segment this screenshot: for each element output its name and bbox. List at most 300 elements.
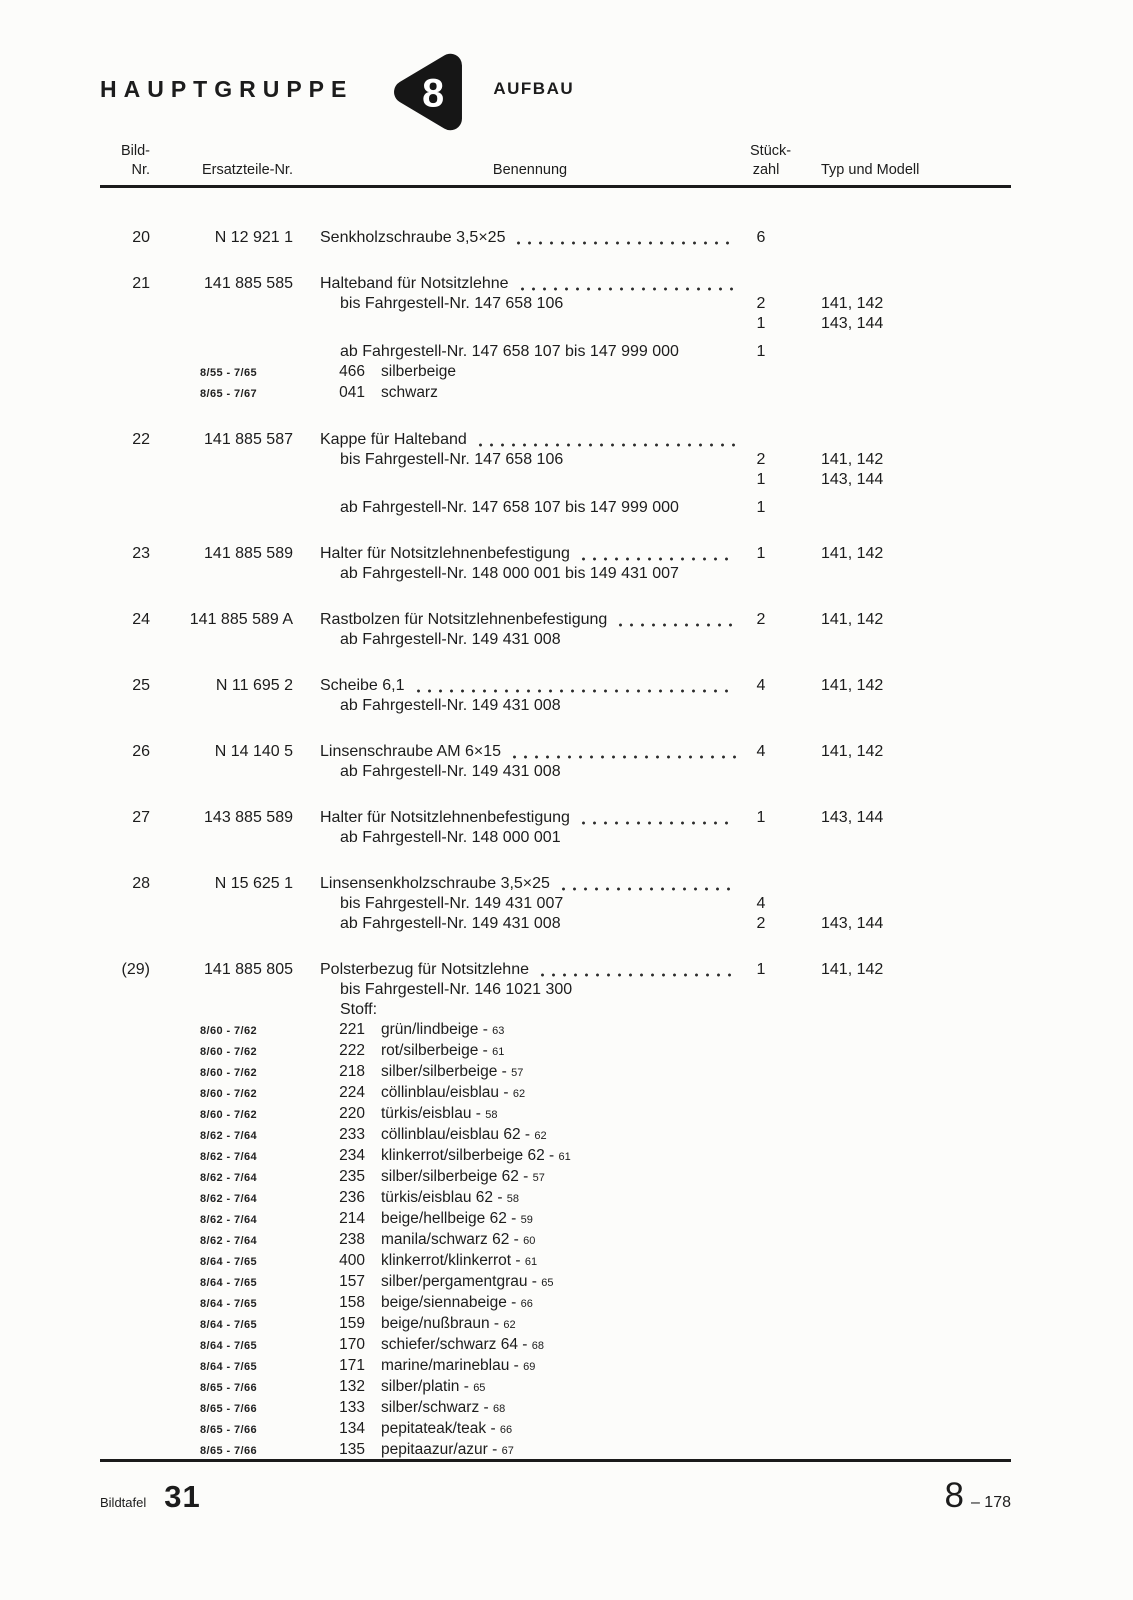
benennung-cell: ab Fahrgestell-Nr. 147 658 107 bis 147 999 000 bbox=[340, 342, 679, 360]
date-range: 8/64 - 7/65 bbox=[200, 1276, 257, 1289]
typ-modell-cell bbox=[816, 874, 1011, 894]
hauptgruppe-label: HAUPTGRUPPE bbox=[100, 75, 354, 102]
color-code: 218 bbox=[339, 1062, 365, 1080]
stueckzahl-cell bbox=[740, 1083, 782, 1104]
page-reference bbox=[944, 1476, 1011, 1516]
dotted-leader bbox=[517, 241, 736, 245]
stueckzahl-cell: 1 bbox=[756, 808, 766, 826]
color-suffix: 62 bbox=[534, 1129, 547, 1142]
color-dash: - bbox=[544, 1146, 559, 1164]
stueckzahl-cell bbox=[740, 1314, 782, 1335]
benennung-cell bbox=[320, 1083, 740, 1104]
spacer-cell bbox=[782, 1041, 816, 1062]
color-code: 159 bbox=[339, 1314, 365, 1332]
typ-modell-cell bbox=[816, 228, 1011, 248]
typ-modell-cell bbox=[816, 1356, 1011, 1377]
color-name: beige/nußbraun - 62 bbox=[381, 1314, 516, 1332]
stueckzahl-cell bbox=[740, 1398, 782, 1419]
color-name: schiefer/schwarz 64 - 68 bbox=[381, 1335, 545, 1353]
typ-modell-cell bbox=[816, 1398, 1011, 1419]
part-number-cell: 141 885 585 bbox=[204, 274, 293, 292]
spacer-cell bbox=[782, 544, 816, 564]
date-range: 8/60 - 7/62 bbox=[200, 1045, 257, 1058]
part-number-cell bbox=[156, 1272, 320, 1293]
part-number-cell bbox=[156, 1398, 320, 1419]
part-number-cell bbox=[156, 1440, 320, 1461]
table-row bbox=[100, 894, 1011, 914]
color-name: silberbeige bbox=[381, 362, 456, 380]
color-suffix: 68 bbox=[531, 1339, 545, 1352]
spacer-cell bbox=[782, 274, 816, 294]
benennung-cell bbox=[320, 1125, 740, 1146]
part-row-group bbox=[100, 430, 1133, 518]
table-row bbox=[100, 696, 1011, 716]
color-name: klinkerrot/klinkerrot - 61 bbox=[381, 1251, 538, 1269]
benennung-cell bbox=[320, 314, 740, 334]
table-row bbox=[100, 1000, 1011, 1020]
bild-nr-cell bbox=[100, 383, 156, 404]
bild-nr-cell bbox=[100, 294, 156, 314]
date-range: 8/62 - 7/64 bbox=[200, 1150, 257, 1163]
stueckzahl-cell: 1 bbox=[756, 960, 766, 978]
benennung-cell bbox=[320, 1104, 740, 1125]
part-number-cell bbox=[156, 362, 320, 383]
typ-modell-cell bbox=[816, 564, 1011, 584]
table-row bbox=[100, 742, 1011, 762]
date-range: 8/65 - 7/66 bbox=[200, 1402, 257, 1415]
bild-nr-cell: 27 bbox=[132, 808, 150, 826]
spacer-cell bbox=[782, 1020, 816, 1041]
color-name: silber/silberbeige 62 - 57 bbox=[381, 1167, 545, 1185]
typ-modell-cell bbox=[816, 430, 1011, 450]
table-row bbox=[100, 450, 1011, 470]
bild-nr-cell bbox=[100, 1251, 156, 1272]
color-name: türkis/eisblau 62 - 58 bbox=[381, 1188, 520, 1206]
typ-modell-cell bbox=[816, 894, 1011, 914]
color-suffix: 66 bbox=[520, 1297, 533, 1310]
group-8-badge-icon bbox=[385, 48, 471, 136]
bild-nr-cell bbox=[100, 1000, 156, 1020]
stueckzahl-cell bbox=[740, 980, 782, 1000]
typ-modell-cell: 141, 142 bbox=[821, 742, 884, 760]
typ-modell-cell bbox=[816, 274, 1011, 294]
typ-modell-cell bbox=[816, 1293, 1011, 1314]
typ-modell-cell bbox=[816, 1272, 1011, 1293]
part-name: Scheibe 6,1 bbox=[320, 676, 405, 694]
color-code: 233 bbox=[339, 1125, 365, 1143]
typ-modell-cell bbox=[816, 1251, 1011, 1272]
parts-table bbox=[100, 188, 1133, 1461]
color-suffix: 57 bbox=[511, 1066, 524, 1079]
date-range: 8/62 - 7/64 bbox=[200, 1234, 257, 1247]
spacer-cell bbox=[782, 1419, 816, 1440]
color-name: silber/schwarz - 68 bbox=[381, 1398, 506, 1416]
stueckzahl-cell bbox=[740, 362, 782, 383]
date-range: 8/62 - 7/64 bbox=[200, 1129, 257, 1142]
benennung-cell bbox=[320, 430, 740, 450]
table-row bbox=[100, 1188, 1011, 1209]
typ-modell-cell bbox=[816, 383, 1011, 404]
part-name: Senkholzschraube 3,5×25 bbox=[320, 228, 506, 246]
spacer-cell bbox=[782, 1188, 816, 1209]
stueckzahl-cell bbox=[740, 1104, 782, 1125]
stueckzahl-cell bbox=[740, 696, 782, 716]
part-number-cell bbox=[156, 1083, 320, 1104]
part-number-cell bbox=[156, 762, 320, 782]
bild-nr-cell: 25 bbox=[132, 676, 150, 694]
benennung-cell bbox=[320, 1251, 740, 1272]
typ-modell-cell bbox=[816, 630, 1011, 650]
part-number-cell bbox=[156, 383, 320, 404]
part-number-cell bbox=[156, 1104, 320, 1125]
table-row bbox=[100, 610, 1011, 630]
part-number-cell bbox=[156, 564, 320, 584]
color-code: 466 bbox=[339, 362, 365, 380]
part-row-group bbox=[100, 808, 1133, 848]
bild-nr-cell: 20 bbox=[132, 228, 150, 246]
stueckzahl-cell: 2 bbox=[756, 294, 766, 312]
typ-modell-cell bbox=[816, 1209, 1011, 1230]
typ-modell-cell bbox=[816, 1062, 1011, 1083]
date-range: 8/60 - 7/62 bbox=[200, 1066, 257, 1079]
color-suffix: 61 bbox=[558, 1150, 571, 1163]
stueckzahl-cell bbox=[740, 1188, 782, 1209]
part-number-cell bbox=[156, 1041, 320, 1062]
typ-modell-cell bbox=[816, 1167, 1011, 1188]
table-row bbox=[100, 1062, 1011, 1083]
dotted-leader bbox=[513, 755, 736, 759]
color-dash: - bbox=[478, 1041, 493, 1059]
benennung-cell: bis Fahrgestell-Nr. 147 658 106 bbox=[340, 450, 564, 468]
benennung-cell bbox=[320, 1377, 740, 1398]
benennung-cell: ab Fahrgestell-Nr. 149 431 008 bbox=[340, 762, 561, 780]
spacer-cell bbox=[782, 314, 816, 334]
benennung-cell: bis Fahrgestell-Nr. 149 431 007 bbox=[340, 894, 564, 912]
date-range: 8/62 - 7/64 bbox=[200, 1192, 257, 1205]
bild-nr-cell: 21 bbox=[132, 274, 150, 292]
stueckzahl-cell bbox=[740, 1293, 782, 1314]
table-row bbox=[100, 808, 1011, 828]
part-number-cell bbox=[156, 1335, 320, 1356]
benennung-cell bbox=[320, 1209, 740, 1230]
stueckzahl-cell: 2 bbox=[756, 450, 766, 468]
spacer-cell bbox=[782, 1356, 816, 1377]
color-code: 214 bbox=[339, 1209, 365, 1227]
color-name: klinkerrot/silberbeige 62 - 61 bbox=[381, 1146, 571, 1164]
stueckzahl-cell bbox=[740, 1125, 782, 1146]
color-suffix: 68 bbox=[492, 1402, 506, 1415]
spacer-cell bbox=[782, 742, 816, 762]
color-suffix: 62 bbox=[503, 1318, 516, 1331]
part-number-cell bbox=[156, 1188, 320, 1209]
spacer-cell bbox=[782, 1083, 816, 1104]
typ-modell-cell bbox=[816, 1104, 1011, 1125]
stueckzahl-cell bbox=[740, 828, 782, 848]
part-number-cell bbox=[156, 1209, 320, 1230]
date-range: 8/65 - 7/67 bbox=[200, 387, 257, 400]
table-row bbox=[100, 314, 1011, 334]
benennung-cell bbox=[320, 610, 740, 630]
table-row bbox=[100, 960, 1011, 980]
part-row-group bbox=[100, 274, 1133, 404]
spacer-cell bbox=[782, 828, 816, 848]
spacer-cell bbox=[782, 362, 816, 383]
part-number-cell bbox=[156, 498, 320, 518]
typ-modell-cell: 141, 142 bbox=[821, 610, 884, 628]
stueckzahl-cell bbox=[740, 1377, 782, 1398]
part-name: Polsterbezug für Notsitzlehne bbox=[320, 960, 529, 978]
color-name: pepitateak/teak - 66 bbox=[381, 1419, 513, 1437]
table-column-headers bbox=[100, 134, 1011, 180]
typ-modell-cell bbox=[816, 1230, 1011, 1251]
benennung-cell: ab Fahrgestell-Nr. 149 431 008 bbox=[340, 630, 561, 648]
stueckzahl-cell bbox=[740, 564, 782, 584]
table-row bbox=[100, 914, 1011, 934]
stueckzahl-cell bbox=[740, 383, 782, 404]
table-row bbox=[100, 544, 1011, 564]
column-header-zahl-line2: zahl bbox=[752, 161, 780, 178]
table-row bbox=[100, 430, 1011, 450]
bild-nr-cell bbox=[100, 1419, 156, 1440]
bild-nr-cell bbox=[100, 1209, 156, 1230]
table-row bbox=[100, 1104, 1011, 1125]
part-number-cell bbox=[156, 1356, 320, 1377]
color-code: 220 bbox=[339, 1104, 365, 1122]
bild-nr-cell bbox=[100, 1314, 156, 1335]
part-number-cell bbox=[156, 1146, 320, 1167]
part-number-cell: 141 885 587 bbox=[204, 430, 293, 448]
table-row bbox=[100, 980, 1011, 1000]
table-row bbox=[100, 1167, 1011, 1188]
bild-nr-cell bbox=[100, 696, 156, 716]
color-dash: - bbox=[511, 1251, 525, 1269]
typ-modell-cell bbox=[816, 980, 1011, 1000]
color-code: 234 bbox=[339, 1146, 365, 1164]
part-number-cell: N 14 140 5 bbox=[214, 742, 293, 760]
bild-nr-cell bbox=[100, 470, 156, 490]
part-number-cell: N 12 921 1 bbox=[214, 228, 293, 246]
table-row bbox=[100, 1251, 1011, 1272]
spacer-cell bbox=[782, 1125, 816, 1146]
benennung-cell: ab Fahrgestell-Nr. 148 000 001 bbox=[340, 828, 561, 846]
group-number: 8 bbox=[422, 71, 445, 116]
bild-nr-cell bbox=[100, 894, 156, 914]
page-footer bbox=[100, 1476, 1011, 1516]
typ-modell-cell bbox=[816, 362, 1011, 383]
page-number: – 178 bbox=[970, 1494, 1011, 1511]
part-row-group bbox=[100, 676, 1133, 716]
part-number-cell bbox=[156, 342, 320, 362]
column-header-stueckzahl bbox=[740, 142, 792, 180]
group-page-prefix: 8 bbox=[944, 1476, 964, 1515]
stueckzahl-cell bbox=[740, 762, 782, 782]
bild-nr-cell: 22 bbox=[132, 430, 150, 448]
benennung-cell bbox=[320, 1419, 740, 1440]
part-number-cell bbox=[156, 1314, 320, 1335]
spacer-cell bbox=[782, 696, 816, 716]
color-name: silber/silberbeige - 57 bbox=[381, 1062, 524, 1080]
bild-nr-cell bbox=[100, 1125, 156, 1146]
stueckzahl-cell bbox=[740, 1356, 782, 1377]
bild-nr-cell: 24 bbox=[132, 610, 150, 628]
part-name: Linsensenkholzschraube 3,5×25 bbox=[320, 874, 550, 892]
spacer-cell bbox=[782, 294, 816, 314]
color-suffix: 61 bbox=[492, 1045, 505, 1058]
table-row bbox=[100, 1083, 1011, 1104]
table-row bbox=[100, 874, 1011, 894]
benennung-cell bbox=[320, 1398, 740, 1419]
bild-nr-cell bbox=[100, 342, 156, 362]
part-number-cell bbox=[156, 630, 320, 650]
table-row bbox=[100, 1356, 1011, 1377]
table-row bbox=[100, 1398, 1011, 1419]
table-row bbox=[100, 1209, 1011, 1230]
color-name: beige/siennabeige - 66 bbox=[381, 1293, 533, 1311]
benennung-cell bbox=[320, 1146, 740, 1167]
table-row bbox=[100, 342, 1011, 362]
color-name: manila/schwarz 62 - 60 bbox=[381, 1230, 536, 1248]
benennung-cell bbox=[320, 742, 740, 762]
stueckzahl-cell: 1 bbox=[756, 314, 766, 332]
part-number-cell bbox=[156, 1167, 320, 1188]
part-number-cell bbox=[156, 980, 320, 1000]
dotted-leader bbox=[562, 887, 736, 891]
spacer-cell bbox=[782, 960, 816, 980]
spacer-cell bbox=[782, 1293, 816, 1314]
color-code: 041 bbox=[339, 383, 365, 401]
typ-modell-cell: 141, 142 bbox=[821, 960, 884, 978]
spacer-cell bbox=[782, 1377, 816, 1398]
part-row-group bbox=[100, 544, 1133, 584]
table-row bbox=[100, 1293, 1011, 1314]
bild-nr-cell bbox=[100, 1104, 156, 1125]
table-row bbox=[100, 676, 1011, 696]
stueckzahl-cell: 1 bbox=[756, 498, 766, 516]
bild-nr-cell bbox=[100, 450, 156, 470]
column-header-bild-nr bbox=[100, 142, 156, 180]
part-number-cell bbox=[156, 1419, 320, 1440]
benennung-cell bbox=[320, 960, 740, 980]
bild-nr-cell bbox=[100, 1230, 156, 1251]
bild-nr-cell bbox=[100, 1020, 156, 1041]
color-dash: - bbox=[459, 1377, 474, 1395]
part-number-cell bbox=[156, 470, 320, 490]
part-number-cell bbox=[156, 1125, 320, 1146]
typ-modell-cell: 143, 144 bbox=[821, 314, 884, 332]
color-suffix: 57 bbox=[532, 1171, 545, 1184]
part-number-cell bbox=[156, 450, 320, 470]
spacer-cell bbox=[782, 1167, 816, 1188]
part-number-cell: 141 885 589 bbox=[204, 544, 293, 562]
part-number-cell bbox=[156, 1251, 320, 1272]
benennung-cell: ab Fahrgestell-Nr. 149 431 008 bbox=[340, 914, 561, 932]
bild-nr-cell bbox=[100, 980, 156, 1000]
part-name: Kappe für Halteband bbox=[320, 430, 467, 448]
color-dash: - bbox=[506, 1209, 521, 1227]
part-number-cell bbox=[156, 294, 320, 314]
dotted-leader bbox=[479, 443, 736, 447]
color-code: 133 bbox=[339, 1398, 365, 1416]
color-dash: - bbox=[506, 1293, 521, 1311]
color-name: silber/pergamentgrau - 65 bbox=[381, 1272, 554, 1290]
stueckzahl-cell bbox=[740, 1146, 782, 1167]
part-name: Rastbolzen für Notsitzlehnenbefestigung bbox=[320, 610, 608, 628]
benennung-cell: bis Fahrgestell-Nr. 146 1021 300 bbox=[340, 980, 573, 998]
part-name: Linsenschraube AM 6×15 bbox=[320, 742, 502, 760]
stueckzahl-cell: 4 bbox=[756, 676, 766, 694]
color-code: 157 bbox=[339, 1272, 365, 1290]
date-range: 8/55 - 7/65 bbox=[200, 366, 257, 379]
color-suffix: 59 bbox=[520, 1213, 533, 1226]
bild-nr-cell bbox=[100, 1146, 156, 1167]
benennung-cell bbox=[320, 274, 740, 294]
typ-modell-cell bbox=[816, 696, 1011, 716]
benennung-cell bbox=[320, 1188, 740, 1209]
bildtafel-reference bbox=[100, 1479, 201, 1515]
date-range: 8/64 - 7/65 bbox=[200, 1339, 257, 1352]
stueckzahl-cell bbox=[740, 1041, 782, 1062]
bild-nr-cell bbox=[100, 1272, 156, 1293]
typ-modell-cell bbox=[816, 1314, 1011, 1335]
benennung-cell: Stoff: bbox=[340, 1000, 378, 1018]
table-row bbox=[100, 274, 1011, 294]
dotted-leader bbox=[582, 557, 736, 561]
typ-modell-cell bbox=[816, 1335, 1011, 1356]
part-number-cell bbox=[156, 1293, 320, 1314]
benennung-cell bbox=[320, 1062, 740, 1083]
typ-modell-cell: 143, 144 bbox=[821, 470, 884, 488]
table-row bbox=[100, 470, 1011, 490]
benennung-cell bbox=[320, 1293, 740, 1314]
spacer-cell bbox=[782, 610, 816, 630]
color-suffix: 66 bbox=[499, 1423, 513, 1436]
typ-modell-cell bbox=[816, 828, 1011, 848]
part-number-cell bbox=[156, 1062, 320, 1083]
color-suffix: 58 bbox=[485, 1108, 498, 1121]
color-dash: - bbox=[478, 1020, 493, 1038]
column-header-benennung: Benennung bbox=[492, 161, 568, 178]
benennung-cell bbox=[320, 1167, 740, 1188]
table-row bbox=[100, 1230, 1011, 1251]
part-row-group bbox=[100, 228, 1133, 248]
spacer-cell bbox=[782, 1230, 816, 1251]
part-number-cell bbox=[156, 914, 320, 934]
color-name: cöllinblau/eisblau - 62 bbox=[381, 1083, 526, 1101]
color-code: 134 bbox=[339, 1419, 365, 1437]
stueckzahl-cell bbox=[740, 1440, 782, 1461]
spacer-cell bbox=[782, 1251, 816, 1272]
bild-nr-cell bbox=[100, 1398, 156, 1419]
part-number-cell: N 11 695 2 bbox=[215, 676, 293, 694]
typ-modell-cell bbox=[816, 1125, 1011, 1146]
spacer-cell bbox=[782, 1062, 816, 1083]
bild-nr-cell bbox=[100, 1188, 156, 1209]
table-row bbox=[100, 1419, 1011, 1440]
table-row bbox=[100, 1335, 1011, 1356]
spacer-cell bbox=[782, 228, 816, 248]
bild-nr-cell bbox=[100, 1041, 156, 1062]
part-row-group bbox=[100, 742, 1133, 782]
stueckzahl-cell: 2 bbox=[756, 610, 766, 628]
column-header-typ-und-modell: Typ und Modell bbox=[821, 161, 920, 178]
column-header-bild-line1: Bild- bbox=[120, 142, 150, 159]
color-code: 135 bbox=[339, 1440, 365, 1458]
bild-nr-cell bbox=[100, 314, 156, 334]
bild-nr-cell: 26 bbox=[132, 742, 150, 760]
part-number-cell: 143 885 589 bbox=[204, 808, 293, 826]
table-row bbox=[100, 630, 1011, 650]
table-row bbox=[100, 1125, 1011, 1146]
